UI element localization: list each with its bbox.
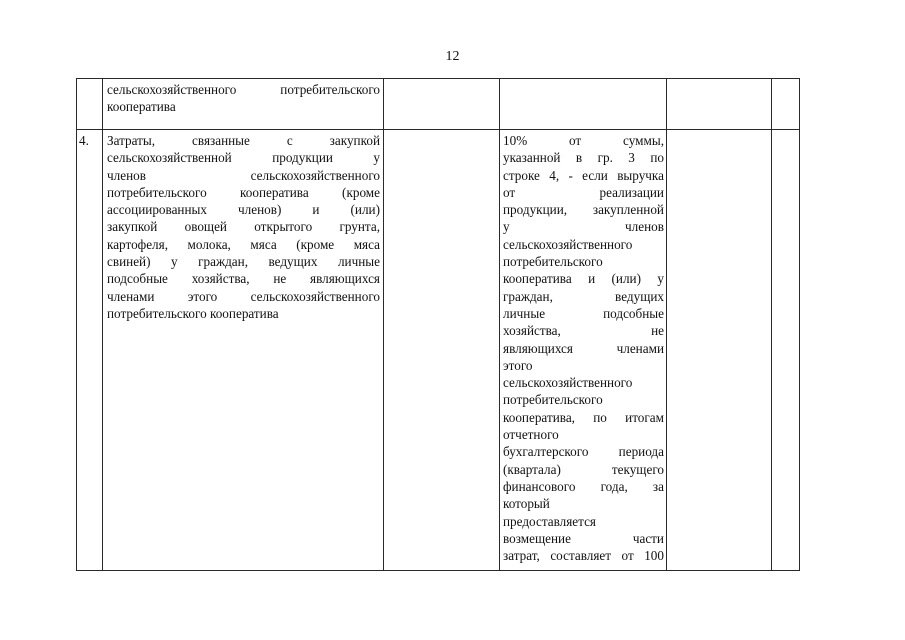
condition-line: сельскохозяйственного — [503, 236, 633, 252]
page-number: 12 — [445, 49, 460, 64]
condition-line: личные подсобные — [503, 305, 664, 321]
condition-line: строке 4, - если выручка — [503, 167, 664, 183]
condition-line: 10% от суммы, — [503, 133, 664, 148]
empty-cell — [772, 130, 800, 571]
condition-line: потребительского — [503, 254, 603, 270]
condition-line: который — [503, 496, 550, 512]
condition-line: указанной в гр. 3 по — [503, 150, 664, 166]
condition-line: кооператива, по итогам — [503, 409, 664, 425]
condition-line: являющихся членами — [503, 340, 664, 356]
row-number-cell — [77, 79, 103, 130]
cost-name-line: картофеля, молока, мяса (кроме мяса — [107, 236, 380, 252]
condition-line: финансового года, за — [503, 478, 664, 494]
empty-cell — [384, 130, 500, 571]
cost-name-line: Затраты, связанные с закупкой — [107, 133, 380, 148]
empty-cell — [772, 79, 800, 130]
cost-name-line: подсобные хозяйства, не являющихся — [107, 271, 380, 287]
condition-line: бухгалтерского периода — [503, 444, 664, 460]
empty-cell — [384, 79, 500, 130]
condition-line: потребительского — [503, 392, 603, 408]
condition-line: (квартала) текущего — [503, 461, 664, 477]
cost-name-line: потребительского кооператива (кроме — [107, 184, 380, 200]
condition-line: от реализации — [503, 184, 664, 200]
condition-line: у членов — [503, 219, 664, 235]
cost-table — [76, 78, 800, 571]
condition-line: продукции, закупленной — [503, 202, 664, 218]
table-row — [77, 130, 800, 571]
cost-name-line: ассоциированных членов) и (или) — [107, 202, 380, 218]
cost-name-line: потребительского кооператива — [107, 305, 279, 321]
cost-name-cell — [103, 79, 384, 130]
cost-name-line: кооператива — [107, 99, 176, 115]
condition-line: сельскохозяйственного — [503, 375, 633, 391]
condition-line: затрат, составляет от 100 — [503, 548, 664, 564]
cost-name-line: членами этого сельскохозяйственного — [107, 288, 380, 304]
cost-name-line: закупкой овощей открытого грунта, — [107, 219, 380, 235]
condition-line: кооператива и (или) у — [503, 271, 664, 287]
condition-cell — [500, 79, 667, 130]
condition-line: предоставляется — [503, 513, 596, 529]
table-row — [77, 79, 800, 130]
condition-line: этого — [503, 357, 533, 373]
row-number-cell: 4. — [77, 130, 103, 571]
condition-line: отчетного — [503, 427, 559, 443]
condition-line: возмещение части — [503, 530, 664, 546]
cost-name-cell — [103, 130, 384, 571]
condition-cell — [500, 130, 667, 571]
cost-name-line: сельскохозяйственной продукции у — [107, 150, 380, 166]
cost-name-line: членов сельскохозяйственного — [107, 167, 380, 183]
empty-cell — [667, 79, 772, 130]
condition-line: граждан, ведущих — [503, 288, 664, 304]
cost-name-line: свиней) у граждан, ведущих личные — [107, 254, 380, 270]
empty-cell — [667, 130, 772, 571]
condition-line: хозяйства, не — [503, 323, 664, 339]
cost-name-line: сельскохозяйственного потребительского — [107, 82, 380, 97]
